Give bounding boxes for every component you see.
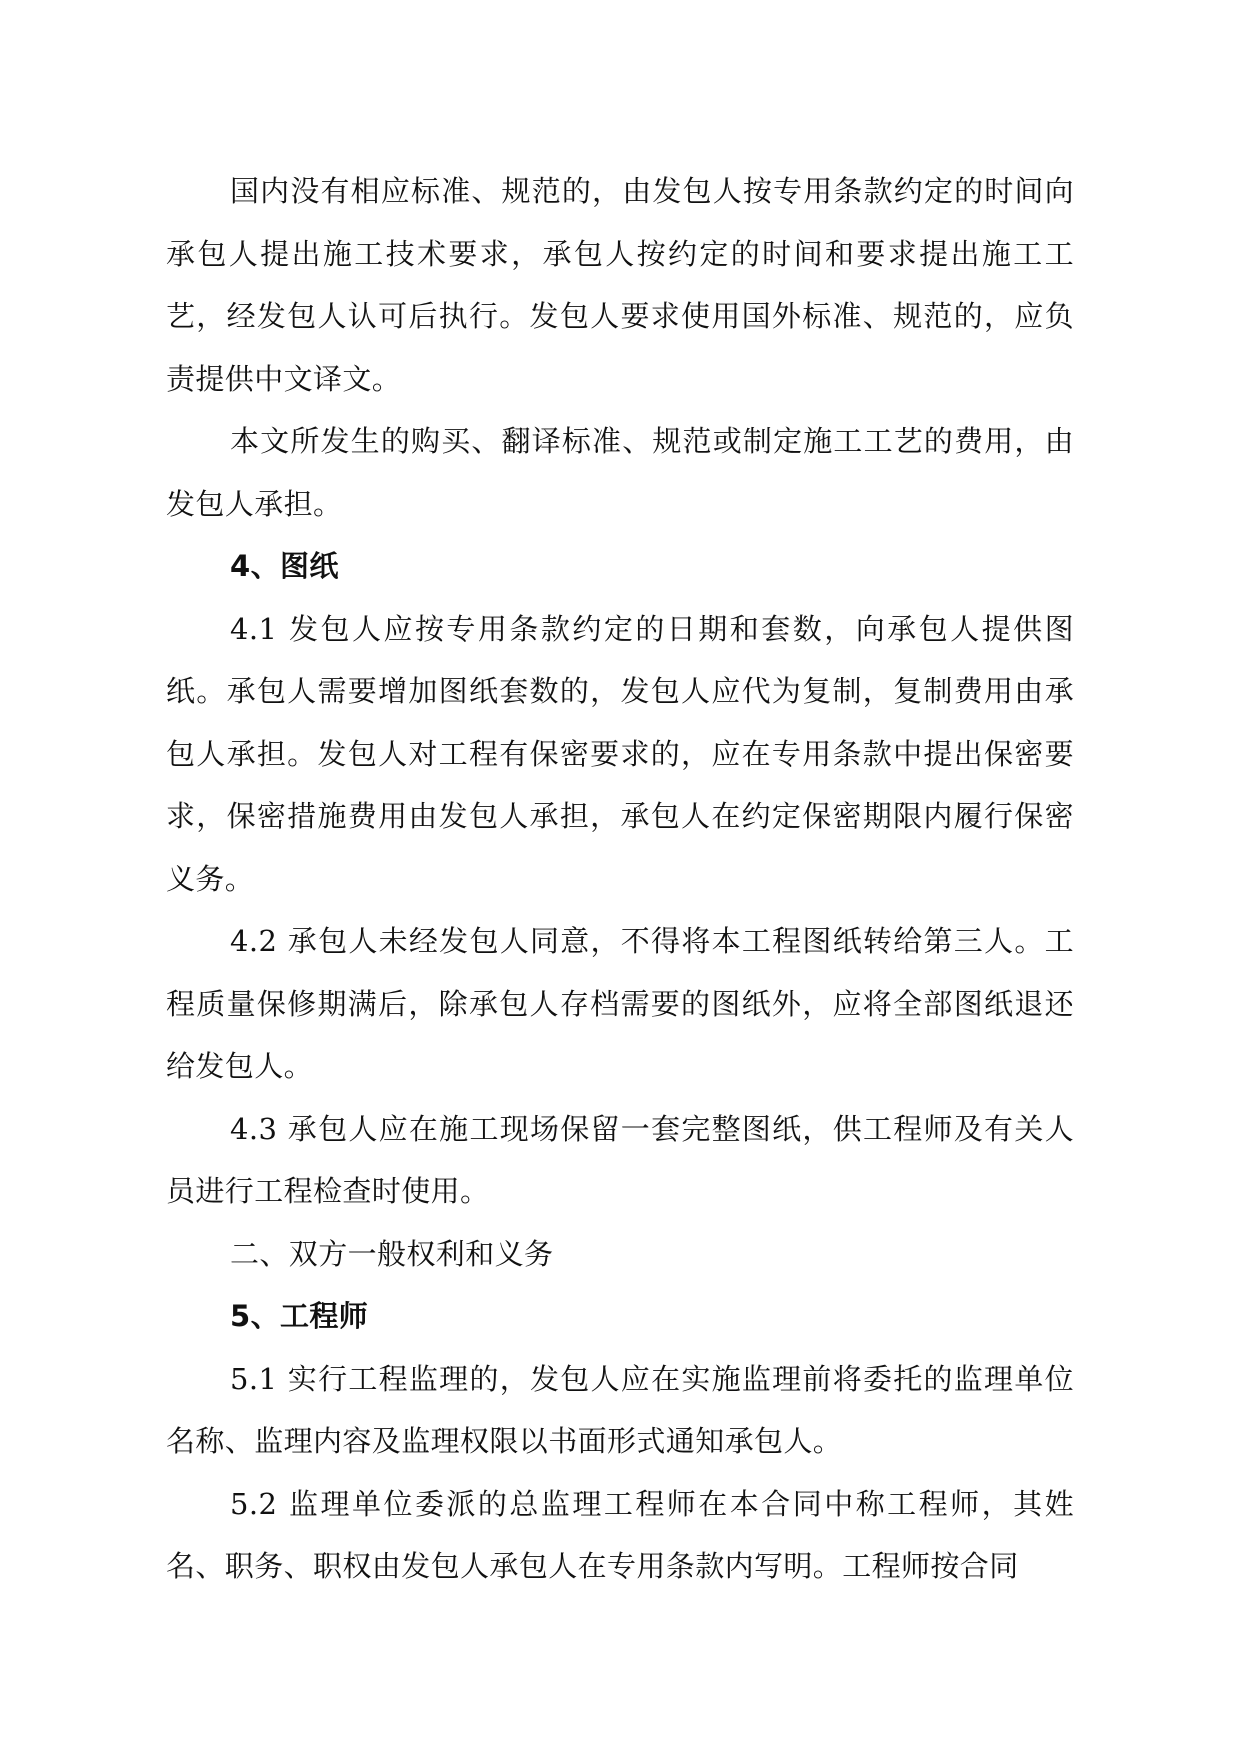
chapter-heading-rights-obligations: 二、双方一般权利和义务	[230, 1236, 554, 1271]
clause-4-2: 4.2 承包人未经发包人同意，不得将本工程图纸转给第三人。工程质量保修期满后，除承包人存档需要的图纸外，应将全部图纸退还给发包人。	[166, 924, 1074, 1083]
clause-5-2: 5.2 监理单位委派的总监理工程师在本合同中称工程师，其姓名、职务、职权由发包人承包人在专用条款内写明。工程师按合同	[166, 1486, 1074, 1583]
section-heading-engineer: 5、工程师	[230, 1299, 369, 1333]
section-heading-drawings: 4、图纸	[230, 549, 339, 583]
clause-5-1: 5.1 实行工程监理的，发包人应在实施监理前将委托的监理单位名称、监理内容及监理权限以书面形式通知承包人。	[166, 1361, 1074, 1458]
paragraph-standards-requirements: 国内没有相应标准、规范的，由发包人按专用条款约定的时间向承包人提出施工技术要求，承包人按约定的时间和要求提出施工工艺，经发包人认可后执行。发包人要求使用国外标准、规范的，应负责提供中文译文。	[166, 174, 1074, 396]
clause-4-1: 4.1 发包人应按专用条款约定的日期和套数，向承包人提供图纸。承包人需要增加图纸套数的，发包人应代为复制，复制费用由承包人承担。发包人对工程有保密要求的，应在专用条款中提出保密要求，保密措施费用由发包人承担，承包人在约定保密期限内履行保密义务。	[166, 611, 1074, 896]
document-body	[166, 160, 1074, 1598]
paragraph-standards-cost: 本文所发生的购买、翻译标准、规范或制定施工工艺的费用，由发包人承担。	[166, 424, 1074, 521]
clause-4-3: 4.3 承包人应在施工现场保留一套完整图纸，供工程师及有关人员进行工程检查时使用。	[166, 1111, 1074, 1208]
